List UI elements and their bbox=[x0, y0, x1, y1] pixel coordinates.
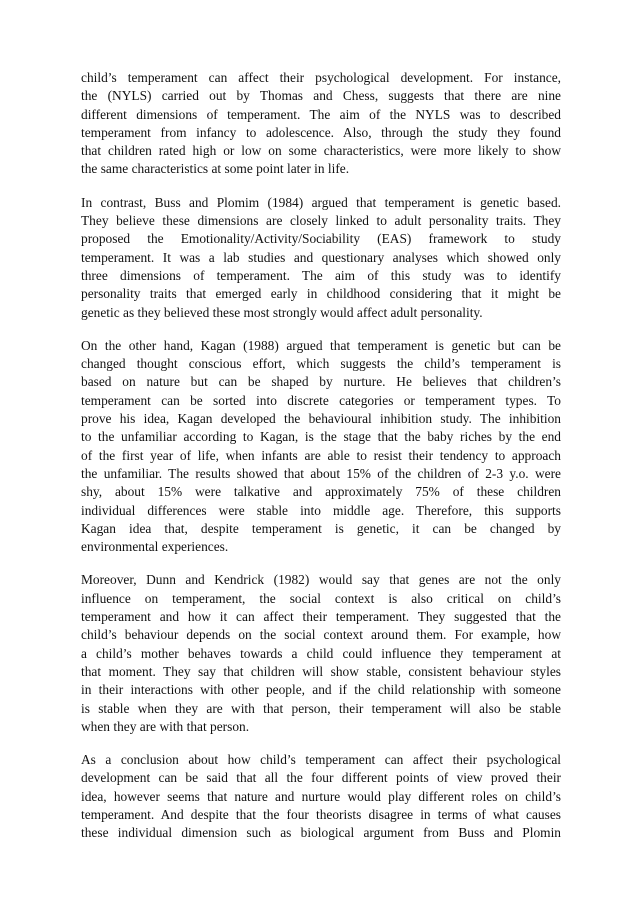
text-line: Moreover, Dunn and Kendrick (1982) would say that genes are not the only bbox=[81, 572, 561, 588]
text-line: the (NYLS) carried out by Thomas and Chess, suggests that there are nine bbox=[81, 88, 561, 104]
text-line: environmental experiences. bbox=[81, 539, 229, 555]
text-line: Kagan idea that, despite temperament is genetic, it can be changed by bbox=[81, 520, 561, 536]
paragraph-5 bbox=[81, 751, 561, 842]
text-line: that moment. They say that children will show stable, consistent behaviour styles bbox=[81, 663, 561, 679]
text-line: in their interactions with other people, and if the child relationship with someone bbox=[81, 682, 561, 698]
text-line: development can be said that all the four different points of view proved their bbox=[81, 770, 561, 786]
text-line: temperament. It was a lab studies and questionary analyses which showed only bbox=[81, 249, 561, 265]
text-line: changed thought conscious effort, which suggests the child’s temperament is bbox=[81, 356, 561, 372]
text-line: temperament. And despite that the four theorists disagree in terms of what causes bbox=[81, 806, 561, 822]
text-line: different dimensions of temperament. The aim of the NYLS was to described bbox=[81, 106, 561, 122]
text-line: of the first year of life, when infants are able to resist their tendency to approach bbox=[81, 447, 561, 463]
text-line: idea, however seems that nature and nurture would play different roles on child’s bbox=[81, 788, 561, 804]
text-line: temperament and how it can affect their temperament. They suggested that the bbox=[81, 609, 561, 625]
text-line: based on nature but can be shaped by nurture. He believes that children’s bbox=[81, 374, 561, 390]
text-line: On the other hand, Kagan (1988) argued that temperament is genetic but can be bbox=[81, 337, 561, 353]
text-line: shy, about 15% were talkative and approximately 75% of these children bbox=[81, 484, 561, 500]
document-body bbox=[81, 69, 561, 858]
text-line: the unfamiliar. The results showed that about 15% of the children of 2-3 y.o. were bbox=[81, 465, 561, 481]
text-line: individual differences were stable into middle age. Therefore, this supports bbox=[81, 502, 561, 518]
text-line: child’s behaviour depends on the social context around them. For example, how bbox=[81, 627, 561, 643]
text-line: these individual dimension such as biological argument from Buss and Plomin bbox=[81, 825, 561, 841]
text-line: to the unfamiliar according to Kagan, is the stage that the baby riches by the end bbox=[81, 429, 561, 445]
text-line: is stable when they are with that person, their temperament will also be stable bbox=[81, 700, 561, 716]
text-line: that children rated high or low on some characteristics, were more likely to show bbox=[81, 143, 561, 159]
text-line: proposed the Emotionality/Activity/Sociability (EAS) framework to study bbox=[81, 231, 561, 247]
paragraph-4 bbox=[81, 571, 561, 736]
paragraph-2 bbox=[81, 194, 561, 322]
text-line: three dimensions of temperament. The aim of this study was to identify bbox=[81, 267, 561, 283]
text-line: a child’s mother behaves towards a child could influence they temperament at bbox=[81, 645, 561, 661]
text-line: personality traits that emerged early in childhood considering that it might be bbox=[81, 286, 561, 302]
text-line: temperament can be sorted into discrete categories or temperament types. To bbox=[81, 392, 561, 408]
text-line: In contrast, Buss and Plomim (1984) argued that temperament is genetic based. bbox=[81, 194, 561, 210]
text-line: genetic as they believed these most strongly would affect adult personality. bbox=[81, 304, 483, 320]
text-line: influence on temperament, the social context is also critical on child’s bbox=[81, 590, 561, 606]
paragraph-1 bbox=[81, 69, 561, 179]
text-line: prove his idea, Kagan developed the behavioural inhibition study. The inhibition bbox=[81, 411, 561, 427]
text-line: the same characteristics at some point later in life. bbox=[81, 161, 350, 177]
text-line: child’s temperament can affect their psychological development. For instance, bbox=[81, 70, 561, 85]
paragraph-3 bbox=[81, 337, 561, 557]
text-line: They believe these dimensions are closely linked to adult personality traits. They bbox=[81, 213, 561, 229]
text-line: temperament from infancy to adolescence. Also, through the study they found bbox=[81, 124, 561, 140]
text-line: As a conclusion about how child’s temperament can affect their psychological bbox=[81, 752, 561, 768]
text-line: when they are with that person. bbox=[81, 718, 250, 734]
